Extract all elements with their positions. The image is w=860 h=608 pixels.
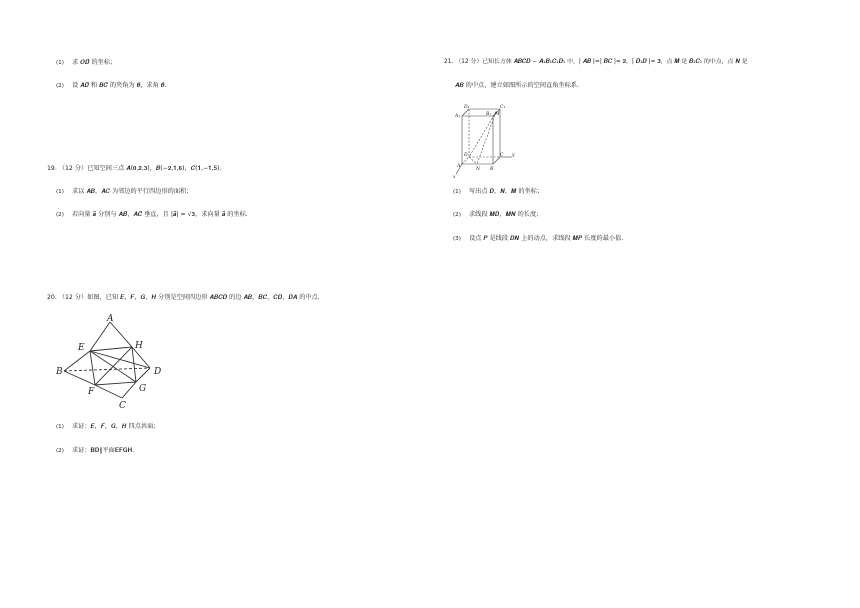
label-b: B	[490, 167, 494, 172]
q21-item2-text: 求线段 𝑴𝑫，𝑴𝑵 的长度；	[469, 211, 543, 218]
label-d: D	[464, 153, 468, 158]
q21-item3-number: (3)	[453, 236, 461, 242]
label-f: F	[88, 387, 95, 397]
edge-cg	[122, 382, 136, 398]
label-b: B	[56, 367, 63, 377]
label-e: E	[78, 343, 85, 353]
prev-q-item1-text: 求 𝑶𝑫⃗ 的坐标；	[72, 59, 117, 66]
q20-item2-number: (2)	[56, 448, 64, 454]
edge-fc	[95, 385, 122, 398]
q21-item1-number: (1)	[453, 189, 461, 195]
segment-fg	[95, 382, 136, 385]
segment-hg	[132, 347, 136, 382]
q20-item1-text: 求证：𝑬，𝑭，𝑮，𝑯 四点共面；	[72, 423, 160, 430]
segment-eh	[90, 347, 132, 351]
edge-gd	[136, 368, 150, 382]
cuboid-coordinate-figure	[452, 100, 522, 180]
q19-item1-text: 求以 𝑨𝑩，𝑨𝑪 为邻边的平行四边形的面积；	[72, 188, 193, 195]
label-d1: D₁	[464, 105, 470, 110]
label-c: C	[500, 153, 504, 158]
edge-bf	[64, 371, 95, 385]
label-a1: A₁	[455, 114, 461, 119]
prev-q-item1-number: (1)	[56, 60, 64, 66]
prev-q-item2-text: 设 𝑨𝑫⃗ 和 𝑩𝑪⃗ 的夹角为 𝜽，求角 𝜽.	[72, 82, 167, 89]
q19-item2-text: 若向量 𝒂⃗ 分别与 𝑨𝑩⃗，𝑨𝑪⃗ 垂直，且 |𝒂⃗| = √𝟑，求向量 𝒂⃗ 的坐标.	[72, 211, 248, 218]
q21-item3-text: 设点 𝑷 是线段 𝑫𝑵 上的动点，求线段 𝑴𝑷 长度的最小值.	[469, 235, 624, 242]
segment-md	[469, 112, 496, 157]
label-y-axis: y	[512, 153, 515, 158]
label-b1: B₁	[486, 112, 492, 117]
q21-item1-text: 写出点 𝑫，𝑵，𝑴 的坐标；	[469, 188, 544, 195]
question-20-title: 20. （12 分）如图，已知 𝑬，𝑭，𝑮，𝑯 分别是空间四边形 𝑨𝑩𝑪𝑫 的边 𝑨𝑩，𝑩𝑪，𝑪𝑫，𝑫𝑨 的中点.	[47, 294, 320, 301]
segment-ef	[90, 351, 95, 385]
label-h: H	[135, 341, 143, 351]
q20-item1-number: (1)	[56, 424, 64, 430]
segment-fh	[95, 347, 132, 385]
question-21-title: 21. （12 分）已知长方体 𝑨𝑩𝑪𝑫 − 𝑨₁𝑩₁𝑪₁𝑫₁ 中，| 𝑨𝑩 |=| 𝑩𝑪 |= 𝟐，| 𝑫₁𝑫 |= 𝟑，点 𝑴 是 𝑩₁𝑪₁ 的中点，点 𝑵 是	[444, 59, 748, 65]
label-a: A	[457, 164, 461, 169]
label-d: D	[154, 367, 162, 377]
edge-bd-dashed	[64, 368, 150, 371]
edge-ab	[90, 322, 110, 351]
segment-dn	[469, 157, 477, 164]
label-a: A	[107, 314, 114, 324]
label-g: G	[139, 384, 147, 394]
question-19-title: 19. （12 分）已知空间三点 𝑨(𝟎,𝟐,𝟑)，𝑩(−𝟐,𝟏,𝟔)，𝑪(𝟏,−𝟏,𝟓).	[47, 165, 222, 172]
edge-eb	[64, 351, 90, 371]
label-m: M	[495, 112, 500, 117]
prev-q-item2-number: (2)	[56, 83, 64, 89]
q21-item2-number: (2)	[453, 212, 461, 218]
label-c1: C₁	[500, 105, 506, 110]
question-21-title-continued: 𝑨𝑩 的中点，建立如图所示的空间直角坐标系.	[455, 82, 579, 89]
q19-item2-number: (2)	[56, 212, 64, 218]
edge-ah	[110, 322, 132, 347]
label-c: C	[119, 401, 126, 411]
label-n: N	[476, 167, 480, 172]
label-x-axis: x	[453, 175, 456, 180]
q19-item1-number: (1)	[56, 189, 64, 195]
spatial-quadrilateral-figure	[52, 312, 172, 412]
q20-item2-text: 求证：𝐁𝐃∥平面𝐄𝐅𝐆𝐇.	[72, 447, 135, 454]
